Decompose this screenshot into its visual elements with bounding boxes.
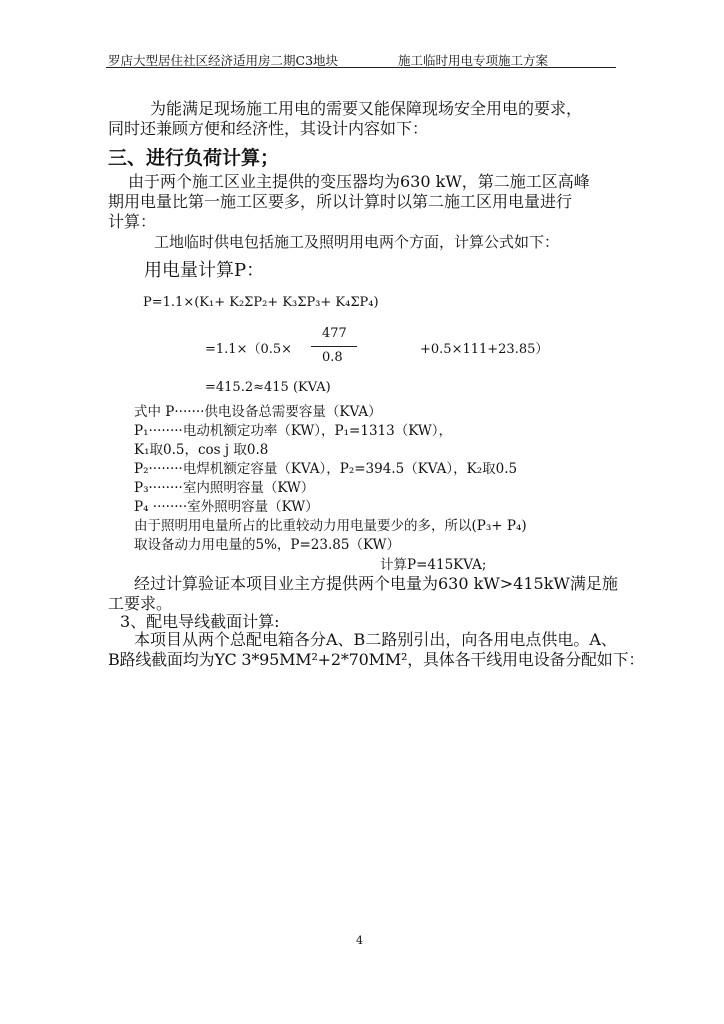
def-line-6: P₄ ········室外照明容量（KW） — [134, 499, 319, 515]
para1-line-2: 期用电量比第一施工区要多，所以计算时以第二施工区用电量进行 — [108, 192, 573, 211]
header-rule — [106, 67, 616, 68]
def-line-8: 取设备动力用电量的5%，P=23.85（KW） — [134, 537, 400, 553]
def-line-4: P₂········电焊机额定容量（KVA），P₂=394.5（KVA），K₂取0.5 — [134, 461, 518, 477]
calc-title: 用电量计算P： — [144, 260, 265, 281]
formula-line-1: P=1.1×(K₁+ K₂ΣP₂+ K₃ΣP₃+ K₄ΣP₄) — [143, 295, 379, 310]
formula-line-3: =415.2≈415 (KVA) — [205, 380, 331, 395]
formula-line-2-prefix: =1.1×（0.5× — [205, 342, 293, 357]
para2: 工地临时供电包括施工及照明用电两个方面，计算公式如下： — [154, 233, 560, 251]
def-line-1: 式中 P·······供电设备总需要容量（KVA） — [134, 404, 382, 420]
def-line-5: P₃········室内照明容量（KW） — [134, 480, 315, 496]
header-right: 施工临时用电专项施工方案 — [398, 53, 549, 68]
intro-line-1: 为能满足现场施工用电的需要又能保障现场安全用电的要求， — [150, 99, 583, 118]
para3-line-2: B路线截面均为YC 3*95MM²+2*70MM²，具体各干线用电设备分配如下： — [108, 650, 645, 669]
section-item-3: 3、配电导线截面计算: — [120, 612, 280, 631]
def-line-7: 由于照明用电量所占的比重较动力用电量要少的多，所以(P₃+ P₄) — [134, 518, 527, 534]
def-line-2: P₁········电动机额定功率（KW），P₁=1313（KW）， — [134, 423, 452, 439]
formula-numerator: 477 — [322, 326, 347, 341]
section-heading: 三、进行负荷计算； — [108, 147, 280, 169]
fraction-bar — [311, 346, 357, 347]
para3-line-1: 本项目从两个总配电箱各分A、B二路别引出，向各用电点供电。A、 — [134, 630, 617, 649]
formula-denominator: 0.8 — [322, 350, 343, 365]
header-left: 罗店大型居住社区经济适用房二期C3地块 — [108, 53, 339, 68]
intro-line-2: 同时还兼顾方便和经济性，其设计内容如下： — [108, 119, 429, 138]
page-number: 4 — [356, 934, 363, 947]
para1-line-1: 由于两个施工区业主提供的变压器均为630 kW，第二施工区高峰 — [128, 172, 590, 191]
verify-line-2: 工要求。 — [108, 594, 173, 613]
para1-line-3: 计算： — [108, 212, 157, 231]
formula-line-2-suffix: +0.5×111+23.85） — [420, 342, 549, 357]
def-line-9: 计算P=415KVA; — [380, 557, 487, 573]
verify-line-1: 经过计算验证本项目业主方提供两个电量为630 kW>415kW满足施 — [134, 574, 618, 593]
def-line-3: K₁取0.5，cos j 取0.8 — [134, 442, 269, 458]
